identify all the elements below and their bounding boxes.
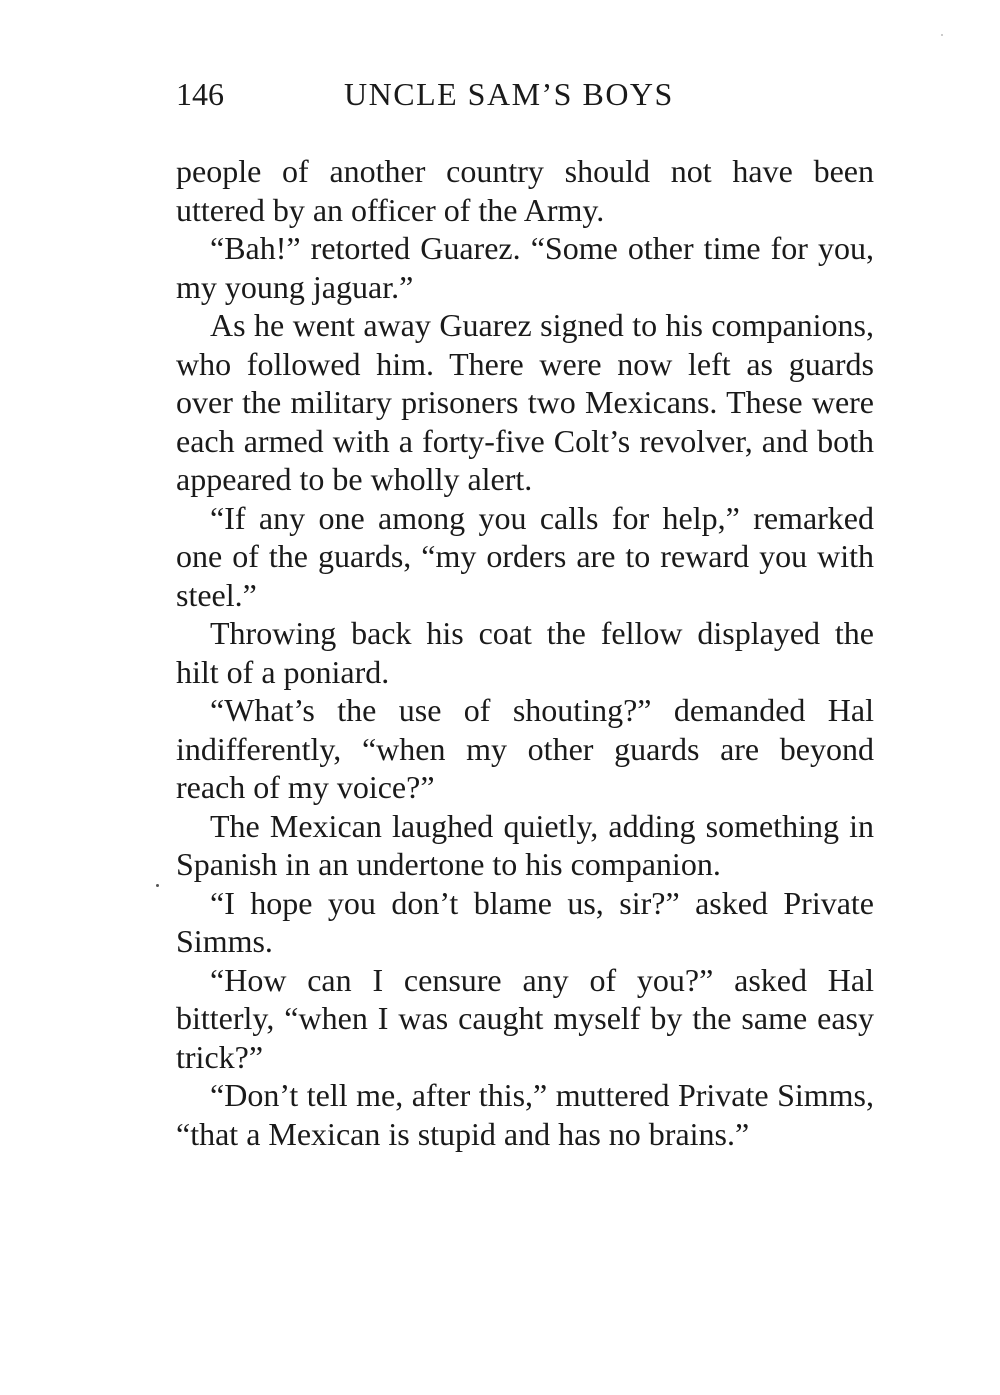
paragraph: “If any one among you calls for help,” remarked one of the guards, “my orders are to reward you with steel.”: [176, 499, 874, 613]
paragraph-continued: people of another country should not have been uttered by an officer of the Army.: [176, 153, 874, 228]
paragraph: “I hope you don’t blame us, sir?” asked Private Simms.: [176, 884, 874, 959]
paragraph: The Mexican laughed quietly, adding something in Spanish in an undertone to his companion.: [176, 807, 874, 882]
paragraph: “How can I censure any of you?” asked Hal bitterly, “when I was caught myself by the same easy trick?”: [176, 961, 874, 1075]
paragraph: Throwing back his coat the fellow displayed the hilt of a poniard.: [176, 615, 874, 690]
paragraph: “Don’t tell me, after this,” muttered Private Simms, “that a Mexican is stupid and has no brains.”: [176, 1077, 874, 1152]
page-number: 146: [176, 76, 224, 112]
scan-speck: [156, 884, 159, 887]
running-head: UNCLE SAM’S BOYS: [344, 76, 674, 112]
paragraph: “What’s the use of shouting?” demanded Hal indifferently, “when my other guards are beyond reach of my voice?”: [176, 692, 874, 805]
paragraph: “Bah!” retorted Guarez. “Some other time for you, my young jaguar.”: [176, 230, 874, 305]
scan-speck: [941, 34, 943, 36]
body-text: [176, 152, 874, 1153]
page-header: [176, 72, 876, 116]
paragraph: As he went away Guarez signed to his companions, who followed him. There were now left as guards over the military prisoners two Mexicans. These were each armed with a forty-five Colt’s revolver, and both appeared to be wholly alert.: [176, 307, 874, 497]
